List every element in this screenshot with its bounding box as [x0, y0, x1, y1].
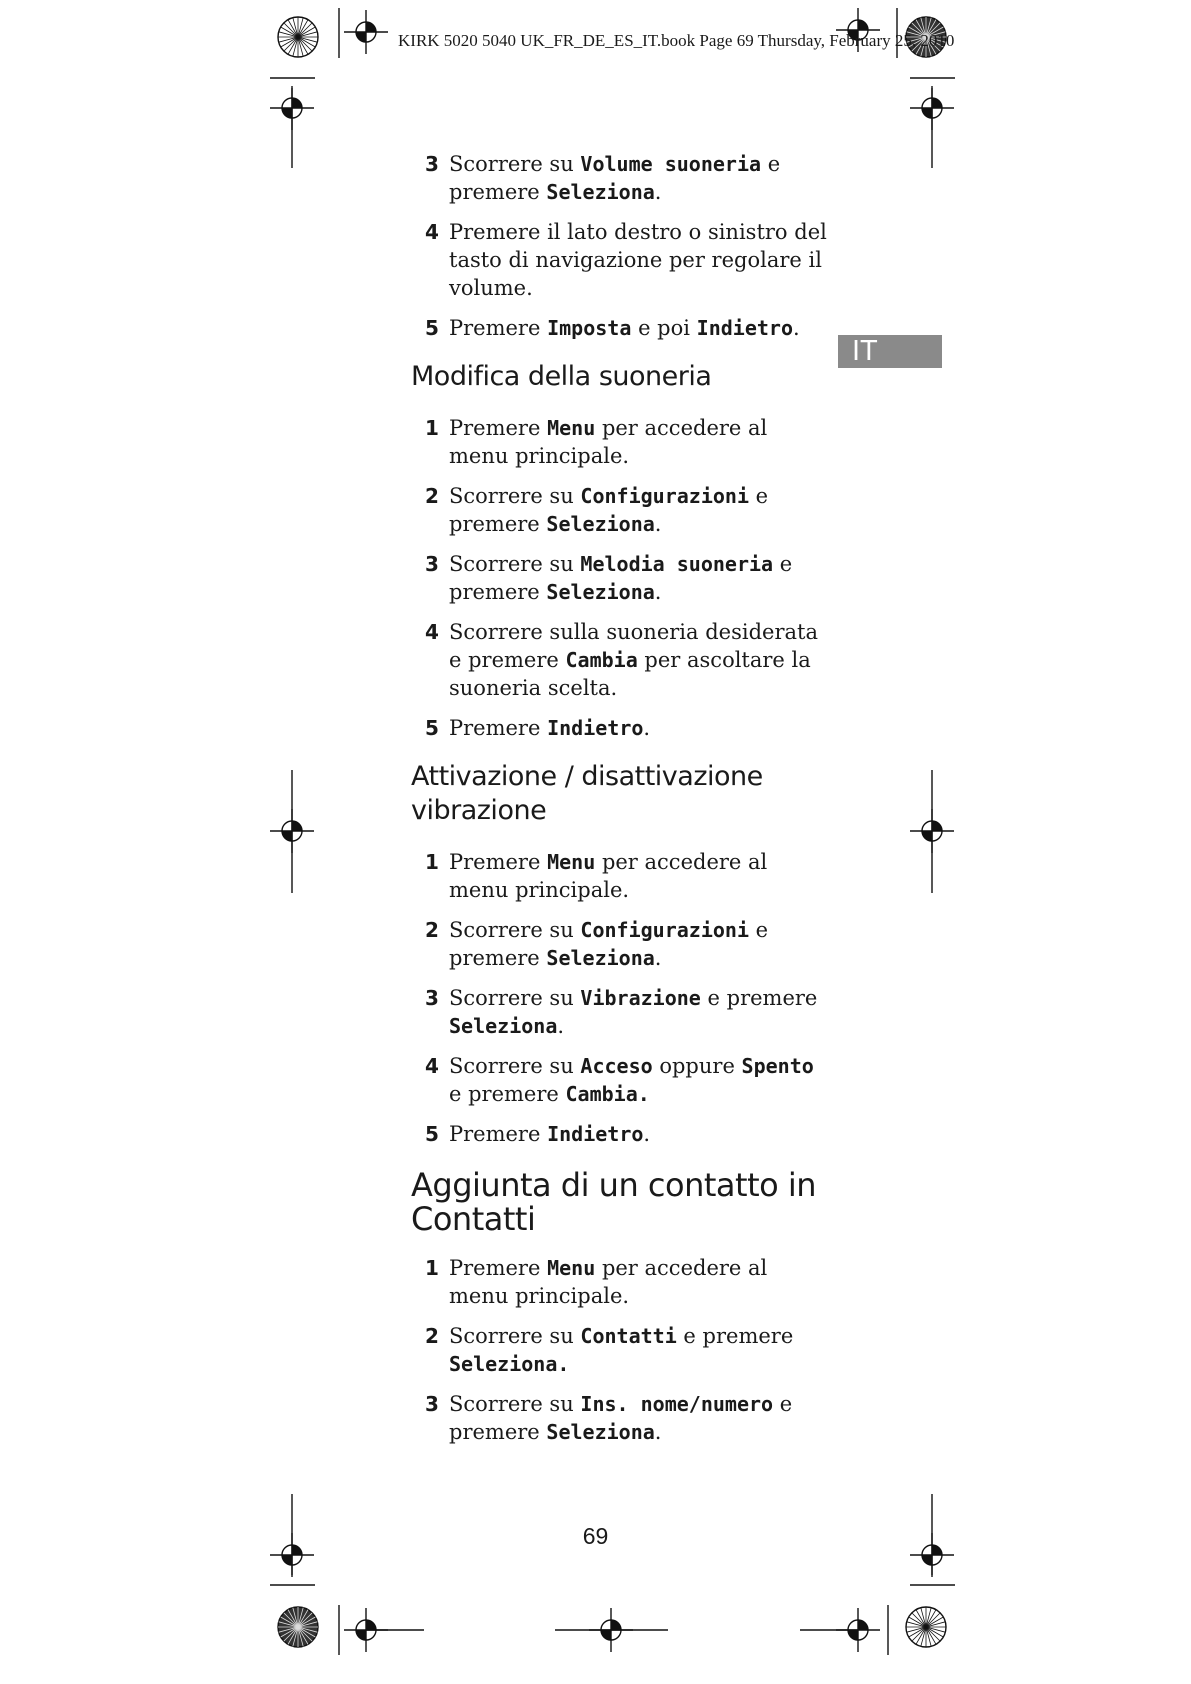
section-heading: Aggiunta di un contatto in Contatti	[411, 1166, 817, 1238]
softkey-label: Indietro	[696, 316, 793, 340]
step-text: e premere	[449, 484, 769, 536]
step-text: Premere	[449, 1122, 548, 1146]
document-body	[411, 150, 831, 1458]
step-item	[411, 1254, 831, 1310]
step-number: 5	[425, 1122, 439, 1146]
softkey-label: Seleziona	[546, 580, 655, 604]
step-text: Scorrere su	[449, 152, 581, 176]
step-text: .	[643, 1122, 651, 1146]
step-item	[411, 1052, 831, 1108]
step-text: .	[654, 512, 662, 536]
step-number: 1	[425, 1256, 439, 1280]
step-text: Scorrere su	[449, 1054, 581, 1078]
softkey-label: Configurazioni	[580, 918, 749, 942]
softkey-label: Menu	[547, 850, 596, 874]
step-item	[411, 218, 831, 302]
step-list	[411, 848, 831, 1148]
step-item	[411, 916, 831, 972]
step-list	[411, 414, 831, 742]
step-number: 4	[425, 220, 439, 244]
step-text: Premere	[449, 716, 548, 740]
step-number: 1	[425, 850, 439, 874]
softkey-label: Menu	[547, 1256, 596, 1280]
section-3	[411, 1168, 831, 1446]
step-text: e premere	[449, 152, 781, 204]
step-item	[411, 550, 831, 606]
step-item	[411, 482, 831, 538]
section-heading: Modifica della suoneria	[411, 361, 712, 392]
step-text: .	[654, 1420, 662, 1444]
step-text: Scorrere su	[449, 1324, 581, 1348]
step-text: .	[654, 580, 662, 604]
step-number: 5	[425, 716, 439, 740]
step-number: 3	[425, 152, 439, 176]
softkey-label: Vibrazione	[580, 986, 701, 1010]
softkey-label: Volume suoneria	[580, 152, 762, 176]
softkey-label: Seleziona	[546, 946, 655, 970]
section-2	[411, 760, 831, 1148]
step-text: .	[654, 180, 662, 204]
step-text: e premere	[449, 1392, 793, 1444]
step-text: Scorrere su	[449, 552, 581, 576]
step-text: .	[654, 946, 662, 970]
step-text: e poi	[631, 316, 697, 340]
step-number: 3	[425, 986, 439, 1010]
step-item	[411, 314, 831, 342]
softkey-label: Melodia suoneria	[580, 552, 774, 576]
step-text: Premere	[449, 316, 548, 340]
step-text: .	[792, 316, 800, 340]
step-item	[411, 1390, 831, 1446]
step-text: Scorrere su	[449, 986, 581, 1010]
softkey-label: Acceso	[580, 1054, 653, 1078]
step-list	[411, 150, 831, 342]
step-text: Scorrere su	[449, 918, 581, 942]
step-item	[411, 714, 831, 742]
step-text: e premere	[449, 552, 793, 604]
softkey-label: Ins. nome/numero	[580, 1392, 774, 1416]
section-0	[411, 150, 831, 342]
softkey-label: Indietro	[547, 716, 644, 740]
softkey-label: Seleziona	[546, 512, 655, 536]
step-number: 3	[425, 1392, 439, 1416]
step-text: Premere	[449, 1256, 548, 1280]
step-text: Premere il lato destro o sinistro del tasto di navigazione per regolare il volume.	[449, 220, 827, 300]
section-1	[411, 360, 831, 742]
step-text: Premere	[449, 416, 548, 440]
step-number: 4	[425, 1054, 439, 1078]
softkey-label: Cambia	[565, 648, 638, 672]
softkey-label: Indietro	[547, 1122, 644, 1146]
softkey-label: Cambia.	[565, 1082, 650, 1106]
step-text: oppure	[652, 1054, 742, 1078]
print-header: KIRK 5020 5040 UK_FR_DE_ES_IT.book Page 69 Thursday, February 25, 2010	[398, 31, 955, 50]
softkey-label: Contatti	[580, 1324, 677, 1348]
softkey-label: Seleziona	[546, 180, 655, 204]
softkey-label: Seleziona.	[449, 1352, 570, 1376]
step-item	[411, 1322, 831, 1378]
step-item	[411, 618, 831, 702]
step-list	[411, 1254, 831, 1446]
softkey-label: Spento	[741, 1054, 814, 1078]
step-number: 2	[425, 1324, 439, 1348]
softkey-label: Menu	[547, 416, 596, 440]
step-text: Scorrere su	[449, 484, 581, 508]
step-item	[411, 414, 831, 470]
step-number: 2	[425, 484, 439, 508]
step-number: 1	[425, 416, 439, 440]
step-text: e premere	[449, 918, 769, 970]
step-number: 3	[425, 552, 439, 576]
softkey-label: Configurazioni	[580, 484, 749, 508]
step-number: 4	[425, 620, 439, 644]
step-text: per accedere al menu principale.	[449, 416, 768, 468]
step-item	[411, 984, 831, 1040]
step-item	[411, 150, 831, 206]
step-text: per accedere al menu principale.	[449, 850, 768, 902]
step-text: .	[643, 716, 651, 740]
step-text: Scorrere sulla suoneria desiderata e premere	[449, 620, 818, 672]
step-text: e premere	[676, 1324, 794, 1348]
language-tab: IT	[838, 335, 942, 368]
page-number: 69	[582, 1523, 609, 1549]
step-text: per ascoltare la suoneria scelta.	[449, 648, 811, 700]
softkey-label: Seleziona	[546, 1420, 655, 1444]
step-text: e premere	[449, 1082, 566, 1106]
step-text: .	[557, 1014, 565, 1038]
step-text: per accedere al menu principale.	[449, 1256, 768, 1308]
step-number: 5	[425, 316, 439, 340]
step-item	[411, 1120, 831, 1148]
step-item	[411, 848, 831, 904]
section-heading: Attivazione / disattivazione vibrazione	[411, 761, 763, 826]
step-text: Premere	[449, 850, 548, 874]
step-text: e premere	[700, 986, 818, 1010]
step-number: 2	[425, 918, 439, 942]
softkey-label: Seleziona	[449, 1014, 558, 1038]
softkey-label: Imposta	[547, 316, 632, 340]
step-text: Scorrere su	[449, 1392, 581, 1416]
